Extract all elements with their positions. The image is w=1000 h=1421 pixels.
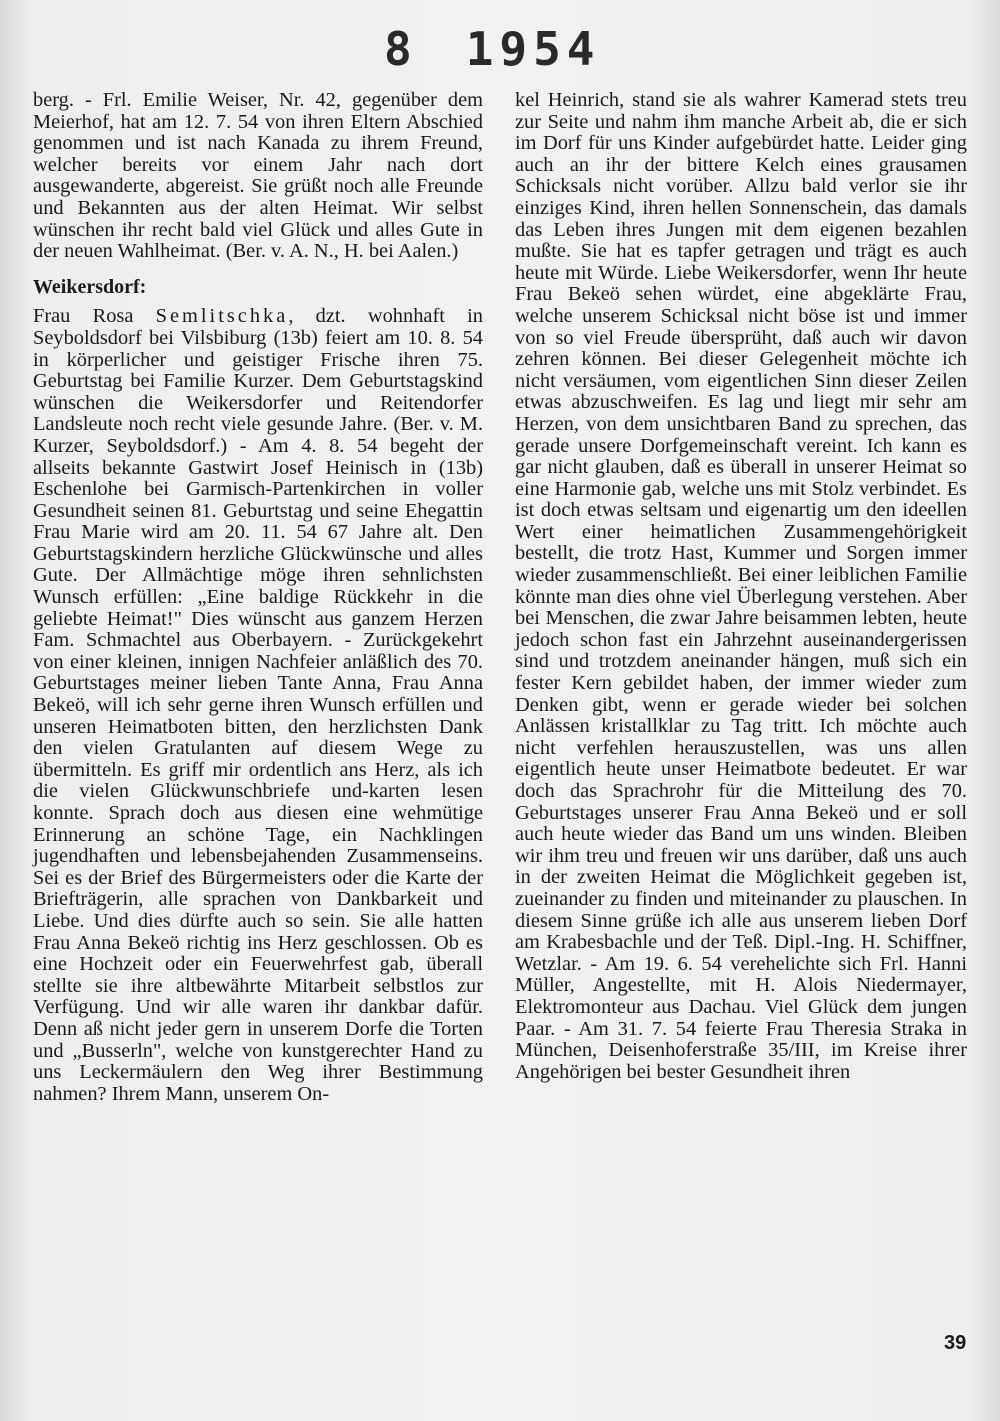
intro-paragraph: berg. - Frl. Emilie Weiser, Nr. 42, gegenüber dem Meierhof, hat am 12. 7. 54 von ihren Eltern Abschied genommen und ist nach Kanada zu ihrem Freund, welcher bereits vor einem Jahr nach dort ausgewanderte, abgereist. Sie grüßt noch alle Freunde und Bekannten aus der alten Heimat. Wir selbst wünschen ihr recht bald viel Glück und alles Gute in der neuen Wahlheimat. (Ber. v. A. N., H. bei Aalen.) xyxy=(33,89,483,263)
section-heading-weikersdorf: Weikersdorf: xyxy=(33,275,147,298)
page-number: 39 xyxy=(944,1332,967,1354)
issue-number: 8 xyxy=(384,22,418,76)
paragraph-prefix: Frau Rosa xyxy=(33,305,156,328)
paragraph-body: , dzt. wohnhaft in Seyboldsdorf bei Vilsbiburg (13b) feiert am 10. 8. 54 in körperlicher und geistiger Frische ihren 75. Geburtstag bei Familie Kurzer. Dem Geburtstagskind wünschen die Weikersdorfer und Reitendorfer Landsleute noch recht viele gesunde Jahre. (Ber. v. M. Kurzer, Seyboldsdorf.) - Am 4. 8. 54 begeht der allseits bekannte Gastwirt Josef Heinisch in (13b) Eschenlohe bei Garmisch-Partenkirchen in voller Gesundheit seinen 81. Geburtstag und seine Ehegattin Frau Marie wird am 20. 11. 54 67 Jahre alt. Den Geburtstagskindern herzliche Glückwünsche und alles Gute. Der Allmächtige möge ihren sehnlichsten Wunsch erfüllen: „Eine baldige Rückkehr in die geliebte Heimat!" Dies wünscht aus ganzem Herzen Fam. Schmachtel aus Oberbayern. - Zurückgekehrt von einer kleinen, innigen Nachfeier anläßlich des 70. Geburtstages meiner lieben Tante Anna, Frau Anna Bekeö, will ich sehr gerne ihren Wunsch erfüllen und unseren Heimatboten bitten, den herzlichsten Dank den vielen Gratulanten auf diesem Wege zu übermitteln. Es griff mir ordentlich ans Herz, als ich die vielen Glückwunschbriefe und-karten lesen konnte. Sprach doch aus diesen eine wehmütige Erinnerung an schöne Tage, ein Nachklingen jugendhaften und lebensbejahenden Zusammenseins. Sei es der Brief des Bürgermeisters oder die Karte der Briefträgerin, alle sprachen von Dankbarkeit und Liebe. Und dies dürfte auch so sein. Sie alle hatten Frau Anna Bekeö richtig ins Herz geschlossen. Ob es eine Hochzeit oder ein Feuerwehrfest gab, überall stellte sie ihre altbewährte Mitarbeit selbstlos zur Verfügung. Und wir alle waren ihr dankbar dafür. Denn aß nicht jeder gern in unserem Dorfe die Torten und „Busserln", welche von kunstgerechter Hand zu uns Leckermäulern den Weg ihrer Bestimmung nahmen? Ihrem Mann, unserem On- xyxy=(33,305,483,1105)
weikersdorf-paragraph xyxy=(33,306,483,1105)
issue-year: 1954 xyxy=(465,22,601,76)
left-column xyxy=(33,90,483,1105)
issue-stamp xyxy=(384,22,600,76)
spaced-surname: Semlitschka xyxy=(155,305,289,328)
continuation-paragraph: kel Heinrich, stand sie als wahrer Kamerad stets treu zur Seite und nahm ihm manche Arbeit ab, die er sich im Dorf für uns Kinder aufgebürdet hatte. Leider ging auch an ihr der bittere Kelch eines grausamen Schicksals nicht vorüber. Allzu bald verlor sie ihr einziges Kind, ihren hellen Sonnenschein, das damals das Leben ihres Jungen mit dem eigenen bezahlen mußte. Sie hat es tapfer getragen und trägt es auch heute mit Würde. Liebe Weikersdorfer, wenn Ihr heute Frau Bekeö sehen würdet, eine abgeklärte Frau, welche unserem Schicksal nicht böse ist und immer von so viel Freude übersprüht, daß auch wir davon zehren können. Bei dieser Gelegenheit möchte ich nicht versäumen, vom eigentlichen Sinn dieser Zeilen etwas abzuschweifen. Es lag und liegt mir sehr am Herzen, von dem unsichtbaren Band zu sprechen, das gerade unsere Dorfgemeinschaft vereint. Ich kann es gar nicht glauben, daß es überall in unserer Heimat so eine Harmonie gab, welche uns mit Stolz verbindet. Es ist doch etwas seltsam und eigenartig um den ideellen Wert einer heimatlichen Zusammengehörigkeit bestellt, die trotz Hast, Kummer und Sorgen immer wieder zusammenschließt. Bei einer leiblichen Familie könnte man dies ohne viel Überlegung verstehen. Aber bei Menschen, die zwar Jahre beisammen lebten, heute jedoch schon fast ein Jahrzehnt auseinandergerissen sind und trotzdem aneinander hängen, muß sich ein fester Kern gebildet haben, der immer wieder zum Denken gibt, wenn er gerade wieder bei solchen Anlässen kristallklar zu Tag tritt. Ich möchte auch nicht verfehlen herauszustellen, was uns allen eigentlich heute unser Heimatbote bedeutet. Er war doch das Sprachrohr für die Mitteilung des 70. Geburtstages unserer Frau Anna Bekeö und er soll auch heute wieder das Band um uns winden. Bleiben wir ihm treu und freuen wir uns darüber, daß uns auch in der zweiten Heimat die Möglichkeit gegeben ist, zueinander zu finden und miteinander zu plauschen. In diesem Sinne grüße ich alle aus unserem lieben Dorf am Krabesbachle und der Teß. Dipl.-Ing. H. Schiffner, Wetzlar. - Am 19. 6. 54 verehelichte sich Frl. Hanni Müller, Angestellte, mit H. Alois Niedermayer, Elektromonteur aus Dachau. Viel Glück dem jungen Paar. - Am 31. 7. 54 feierte Frau Theresia Straka in München, Deisenhoferstraße 35/III, im Kreise ihrer Angehörigen bei bester Gesundheit ihren xyxy=(515,89,967,1083)
right-column xyxy=(515,90,967,1083)
